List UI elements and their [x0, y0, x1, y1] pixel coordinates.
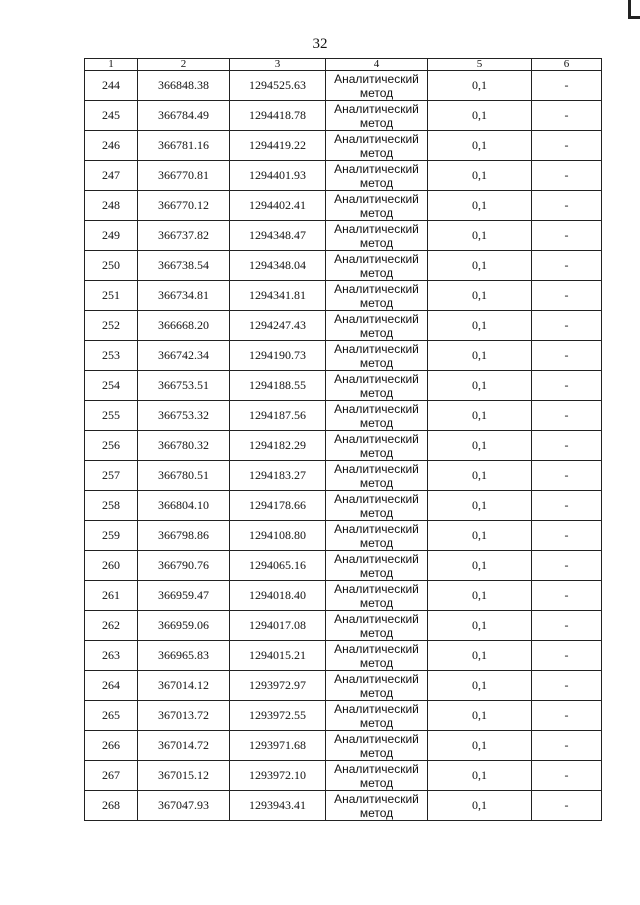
table-row	[85, 551, 602, 581]
y-coordinate-cell: 1294187.56	[230, 401, 326, 431]
note-cell: -	[532, 251, 602, 281]
y-coordinate-cell: 1294108.80	[230, 521, 326, 551]
y-coordinate-cell: 1294178.66	[230, 491, 326, 521]
table-row	[85, 521, 602, 551]
table-row	[85, 641, 602, 671]
point-number-cell: 258	[85, 491, 138, 521]
x-coordinate-cell: 366780.32	[138, 431, 230, 461]
x-coordinate-cell: 367014.72	[138, 731, 230, 761]
point-number-cell: 254	[85, 371, 138, 401]
precision-cell: 0,1	[428, 101, 532, 131]
table-row	[85, 161, 602, 191]
method-cell	[326, 281, 428, 311]
point-number-cell: 250	[85, 251, 138, 281]
method-line-2: метод	[359, 235, 394, 250]
x-coordinate-cell: 366770.81	[138, 161, 230, 191]
x-coordinate-cell: 367014.12	[138, 671, 230, 701]
note-cell: -	[532, 671, 602, 701]
note-cell: -	[532, 521, 602, 551]
precision-cell: 0,1	[428, 581, 532, 611]
header-cell-2: 2	[138, 59, 230, 71]
precision-cell: 0,1	[428, 701, 532, 731]
x-coordinate-cell: 366738.54	[138, 251, 230, 281]
method-cell	[326, 461, 428, 491]
point-number-cell: 259	[85, 521, 138, 551]
coordinates-table	[84, 58, 602, 821]
precision-cell: 0,1	[428, 731, 532, 761]
precision-cell: 0,1	[428, 521, 532, 551]
method-line-2: метод	[359, 745, 394, 760]
y-coordinate-cell: 1294341.81	[230, 281, 326, 311]
table-row	[85, 101, 602, 131]
table-row	[85, 131, 602, 161]
table-row	[85, 491, 602, 521]
x-coordinate-cell: 366737.82	[138, 221, 230, 251]
note-cell: -	[532, 551, 602, 581]
method-line-1: Аналитический	[334, 251, 419, 266]
method-line-1: Аналитический	[334, 281, 419, 296]
method-cell	[326, 311, 428, 341]
y-coordinate-cell: 1293972.10	[230, 761, 326, 791]
method-line-2: метод	[359, 535, 394, 550]
y-coordinate-cell: 1294419.22	[230, 131, 326, 161]
table-row	[85, 791, 602, 821]
method-line-1: Аналитический	[334, 791, 419, 806]
note-cell: -	[532, 431, 602, 461]
x-coordinate-cell: 366753.32	[138, 401, 230, 431]
table-row	[85, 311, 602, 341]
table-row	[85, 461, 602, 491]
precision-cell: 0,1	[428, 461, 532, 491]
method-cell	[326, 491, 428, 521]
method-line-1: Аналитический	[334, 641, 419, 656]
note-cell: -	[532, 761, 602, 791]
precision-cell: 0,1	[428, 131, 532, 161]
precision-cell: 0,1	[428, 641, 532, 671]
point-number-cell: 266	[85, 731, 138, 761]
note-cell: -	[532, 401, 602, 431]
y-coordinate-cell: 1294401.93	[230, 161, 326, 191]
point-number-cell: 249	[85, 221, 138, 251]
method-line-2: метод	[359, 775, 394, 790]
method-line-2: метод	[359, 415, 394, 430]
method-line-1: Аналитический	[334, 491, 419, 506]
note-cell: -	[532, 71, 602, 101]
header-cell-3: 3	[230, 59, 326, 71]
table-row	[85, 761, 602, 791]
method-cell	[326, 761, 428, 791]
method-line-1: Аналитический	[334, 551, 419, 566]
note-cell: -	[532, 341, 602, 371]
header-cell-6: 6	[532, 59, 602, 71]
precision-cell: 0,1	[428, 431, 532, 461]
precision-cell: 0,1	[428, 791, 532, 821]
method-line-1: Аналитический	[334, 581, 419, 596]
point-number-cell: 255	[85, 401, 138, 431]
y-coordinate-cell: 1294247.43	[230, 311, 326, 341]
point-number-cell: 244	[85, 71, 138, 101]
method-line-2: метод	[359, 175, 394, 190]
precision-cell: 0,1	[428, 671, 532, 701]
table-row	[85, 581, 602, 611]
precision-cell: 0,1	[428, 341, 532, 371]
method-cell	[326, 551, 428, 581]
method-cell	[326, 731, 428, 761]
x-coordinate-cell: 367013.72	[138, 701, 230, 731]
method-cell	[326, 161, 428, 191]
method-cell	[326, 611, 428, 641]
method-line-2: метод	[359, 145, 394, 160]
precision-cell: 0,1	[428, 281, 532, 311]
x-coordinate-cell: 366734.81	[138, 281, 230, 311]
method-line-1: Аналитический	[334, 431, 419, 446]
note-cell: -	[532, 161, 602, 191]
point-number-cell: 268	[85, 791, 138, 821]
precision-cell: 0,1	[428, 491, 532, 521]
method-cell	[326, 371, 428, 401]
y-coordinate-cell: 1294525.63	[230, 71, 326, 101]
method-line-2: метод	[359, 205, 394, 220]
y-coordinate-cell: 1294065.16	[230, 551, 326, 581]
precision-cell: 0,1	[428, 71, 532, 101]
note-cell: -	[532, 371, 602, 401]
method-line-1: Аналитический	[334, 761, 419, 776]
point-number-cell: 267	[85, 761, 138, 791]
method-line-2: метод	[359, 505, 394, 520]
note-cell: -	[532, 461, 602, 491]
note-cell: -	[532, 311, 602, 341]
method-line-2: метод	[359, 265, 394, 280]
method-line-1: Аналитический	[334, 161, 419, 176]
method-line-2: метод	[359, 685, 394, 700]
point-number-cell: 261	[85, 581, 138, 611]
corner-mark	[628, 0, 640, 19]
method-line-1: Аналитический	[334, 401, 419, 416]
method-line-2: метод	[359, 325, 394, 340]
method-cell	[326, 131, 428, 161]
method-line-1: Аналитический	[334, 71, 419, 86]
table-row	[85, 341, 602, 371]
x-coordinate-cell: 366780.51	[138, 461, 230, 491]
x-coordinate-cell: 366781.16	[138, 131, 230, 161]
method-line-2: метод	[359, 565, 394, 580]
x-coordinate-cell: 366965.83	[138, 641, 230, 671]
method-line-1: Аналитический	[334, 701, 419, 716]
x-coordinate-cell: 366668.20	[138, 311, 230, 341]
table-body	[85, 71, 602, 821]
table-row	[85, 671, 602, 701]
table-row	[85, 401, 602, 431]
header-row	[85, 59, 602, 71]
header-cell-5: 5	[428, 59, 532, 71]
method-line-2: метод	[359, 625, 394, 640]
method-line-2: метод	[359, 385, 394, 400]
point-number-cell: 257	[85, 461, 138, 491]
point-number-cell: 262	[85, 611, 138, 641]
precision-cell: 0,1	[428, 221, 532, 251]
method-line-2: метод	[359, 475, 394, 490]
y-coordinate-cell: 1294418.78	[230, 101, 326, 131]
table-row	[85, 611, 602, 641]
method-line-1: Аналитический	[334, 101, 419, 116]
method-cell	[326, 341, 428, 371]
method-line-2: метод	[359, 115, 394, 130]
y-coordinate-cell: 1293943.41	[230, 791, 326, 821]
page-number: 32	[312, 36, 328, 52]
method-cell	[326, 791, 428, 821]
y-coordinate-cell: 1294018.40	[230, 581, 326, 611]
note-cell: -	[532, 791, 602, 821]
method-line-1: Аналитический	[334, 521, 419, 536]
note-cell: -	[532, 581, 602, 611]
note-cell: -	[532, 491, 602, 521]
point-number-cell: 245	[85, 101, 138, 131]
table-row	[85, 701, 602, 731]
x-coordinate-cell: 366798.86	[138, 521, 230, 551]
table-row	[85, 71, 602, 101]
point-number-cell: 253	[85, 341, 138, 371]
note-cell: -	[532, 101, 602, 131]
x-coordinate-cell: 367047.93	[138, 791, 230, 821]
y-coordinate-cell: 1294402.41	[230, 191, 326, 221]
method-cell	[326, 221, 428, 251]
y-coordinate-cell: 1294348.47	[230, 221, 326, 251]
x-coordinate-cell: 366959.06	[138, 611, 230, 641]
y-coordinate-cell: 1294182.29	[230, 431, 326, 461]
precision-cell: 0,1	[428, 761, 532, 791]
precision-cell: 0,1	[428, 161, 532, 191]
table-row	[85, 251, 602, 281]
point-number-cell: 252	[85, 311, 138, 341]
precision-cell: 0,1	[428, 611, 532, 641]
x-coordinate-cell: 366790.76	[138, 551, 230, 581]
y-coordinate-cell: 1294190.73	[230, 341, 326, 371]
y-coordinate-cell: 1294017.08	[230, 611, 326, 641]
precision-cell: 0,1	[428, 371, 532, 401]
method-cell	[326, 191, 428, 221]
method-cell	[326, 701, 428, 731]
note-cell: -	[532, 191, 602, 221]
header-cell-1: 1	[85, 59, 138, 71]
note-cell: -	[532, 611, 602, 641]
y-coordinate-cell: 1293971.68	[230, 731, 326, 761]
precision-cell: 0,1	[428, 401, 532, 431]
method-line-2: метод	[359, 295, 394, 310]
x-coordinate-cell: 366784.49	[138, 101, 230, 131]
method-cell	[326, 71, 428, 101]
point-number-cell: 260	[85, 551, 138, 581]
method-line-1: Аналитический	[334, 371, 419, 386]
method-cell	[326, 521, 428, 551]
point-number-cell: 251	[85, 281, 138, 311]
note-cell: -	[532, 131, 602, 161]
x-coordinate-cell: 366753.51	[138, 371, 230, 401]
method-line-1: Аналитический	[334, 671, 419, 686]
method-line-1: Аналитический	[334, 731, 419, 746]
method-cell	[326, 431, 428, 461]
point-number-cell: 263	[85, 641, 138, 671]
x-coordinate-cell: 366770.12	[138, 191, 230, 221]
method-line-2: метод	[359, 85, 394, 100]
table-row	[85, 431, 602, 461]
point-number-cell: 248	[85, 191, 138, 221]
y-coordinate-cell: 1293972.55	[230, 701, 326, 731]
table-row	[85, 731, 602, 761]
y-coordinate-cell: 1294183.27	[230, 461, 326, 491]
method-line-1: Аналитический	[334, 311, 419, 326]
method-line-2: метод	[359, 715, 394, 730]
method-line-1: Аналитический	[334, 461, 419, 476]
method-cell	[326, 251, 428, 281]
note-cell: -	[532, 701, 602, 731]
x-coordinate-cell: 366848.38	[138, 71, 230, 101]
method-cell	[326, 671, 428, 701]
method-line-1: Аналитический	[334, 221, 419, 236]
precision-cell: 0,1	[428, 191, 532, 221]
method-cell	[326, 641, 428, 671]
table-row	[85, 221, 602, 251]
method-cell	[326, 101, 428, 131]
note-cell: -	[532, 221, 602, 251]
method-line-1: Аналитический	[334, 191, 419, 206]
x-coordinate-cell: 366959.47	[138, 581, 230, 611]
precision-cell: 0,1	[428, 551, 532, 581]
note-cell: -	[532, 641, 602, 671]
precision-cell: 0,1	[428, 311, 532, 341]
method-line-2: метод	[359, 355, 394, 370]
y-coordinate-cell: 1293972.97	[230, 671, 326, 701]
y-coordinate-cell: 1294015.21	[230, 641, 326, 671]
point-number-cell: 265	[85, 701, 138, 731]
method-cell	[326, 581, 428, 611]
note-cell: -	[532, 281, 602, 311]
method-line-1: Аналитический	[334, 131, 419, 146]
precision-cell: 0,1	[428, 251, 532, 281]
method-line-2: метод	[359, 805, 394, 820]
method-line-2: метод	[359, 595, 394, 610]
point-number-cell: 256	[85, 431, 138, 461]
point-number-cell: 246	[85, 131, 138, 161]
table-row	[85, 191, 602, 221]
table-row	[85, 371, 602, 401]
x-coordinate-cell: 366804.10	[138, 491, 230, 521]
point-number-cell: 247	[85, 161, 138, 191]
note-cell: -	[532, 731, 602, 761]
method-line-1: Аналитический	[334, 341, 419, 356]
method-cell	[326, 401, 428, 431]
x-coordinate-cell: 367015.12	[138, 761, 230, 791]
method-line-1: Аналитический	[334, 611, 419, 626]
method-line-2: метод	[359, 655, 394, 670]
point-number-cell: 264	[85, 671, 138, 701]
y-coordinate-cell: 1294348.04	[230, 251, 326, 281]
table-row	[85, 281, 602, 311]
method-line-2: метод	[359, 445, 394, 460]
y-coordinate-cell: 1294188.55	[230, 371, 326, 401]
header-cell-4: 4	[326, 59, 428, 71]
x-coordinate-cell: 366742.34	[138, 341, 230, 371]
